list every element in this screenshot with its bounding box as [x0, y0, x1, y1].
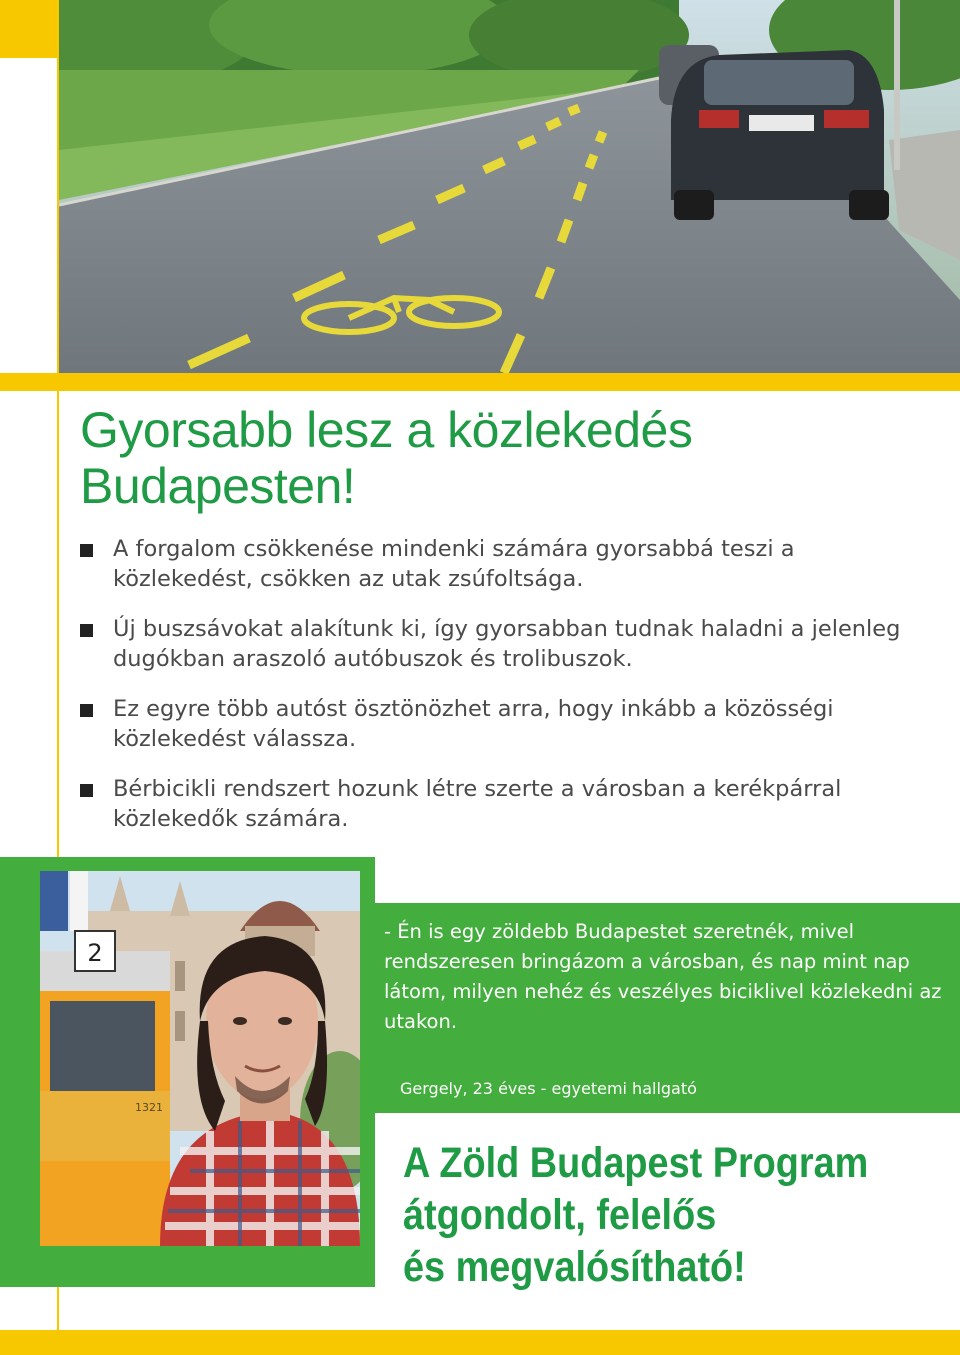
square-bullet-icon: [80, 624, 93, 637]
yellow-bottom-band: [0, 1330, 960, 1355]
program-slogan: [403, 1137, 878, 1293]
tram-code: 1321: [135, 1101, 163, 1114]
slogan-line-3: és megvalósítható!: [403, 1243, 746, 1291]
bike-lane-photo: [59, 0, 960, 373]
page-headline: Gyorsabb lesz a közlekedés Budapesten!: [80, 402, 693, 514]
testimonial-portrait-photo: [40, 871, 360, 1246]
square-bullet-icon: [80, 544, 93, 557]
benefit-list: [80, 534, 920, 854]
slogan-line-1: A Zöld Budapest Program: [403, 1139, 869, 1187]
slogan-line-2: átgondolt, felelős: [403, 1191, 717, 1239]
list-item-text: Új buszsávokat alakítunk ki, így gyorsabban tudnak haladni a jelenleg dugókban araszoló autóbuszok és trolibuszok.: [113, 616, 901, 672]
list-item: [80, 774, 920, 834]
testimonial-quote: - Én is egy zöldebb Budapestet szeretnék, mivel rendszeresen bringázom a városban, és nap mint nap látom, milyen nehéz és veszélyes biciklivel közlekedni az utakon.: [384, 920, 942, 1033]
list-item-text: A forgalom csökkenése mindenki számára gyorsabbá teszi a közlekedést, csökken az utak zsúfoltsága.: [113, 536, 795, 592]
yellow-corner-block: [0, 0, 58, 58]
list-item: [80, 614, 920, 674]
list-item-text: Ez egyre több autóst ösztönözhet arra, hogy inkább a közösségi közlekedést válassza.: [113, 696, 834, 752]
square-bullet-icon: [80, 784, 93, 797]
list-item: [80, 534, 920, 594]
square-bullet-icon: [80, 704, 93, 717]
list-item-text: Bérbicikli rendszert hozunk létre szerte a városban a kerékpárral közlekedők számára.: [113, 776, 842, 832]
testimonial-author: Gergely, 23 éves - egyetemi hallgató: [400, 1079, 697, 1098]
tram-number: 2: [87, 939, 103, 967]
list-item: [80, 694, 920, 754]
yellow-band-divider: [0, 373, 960, 391]
